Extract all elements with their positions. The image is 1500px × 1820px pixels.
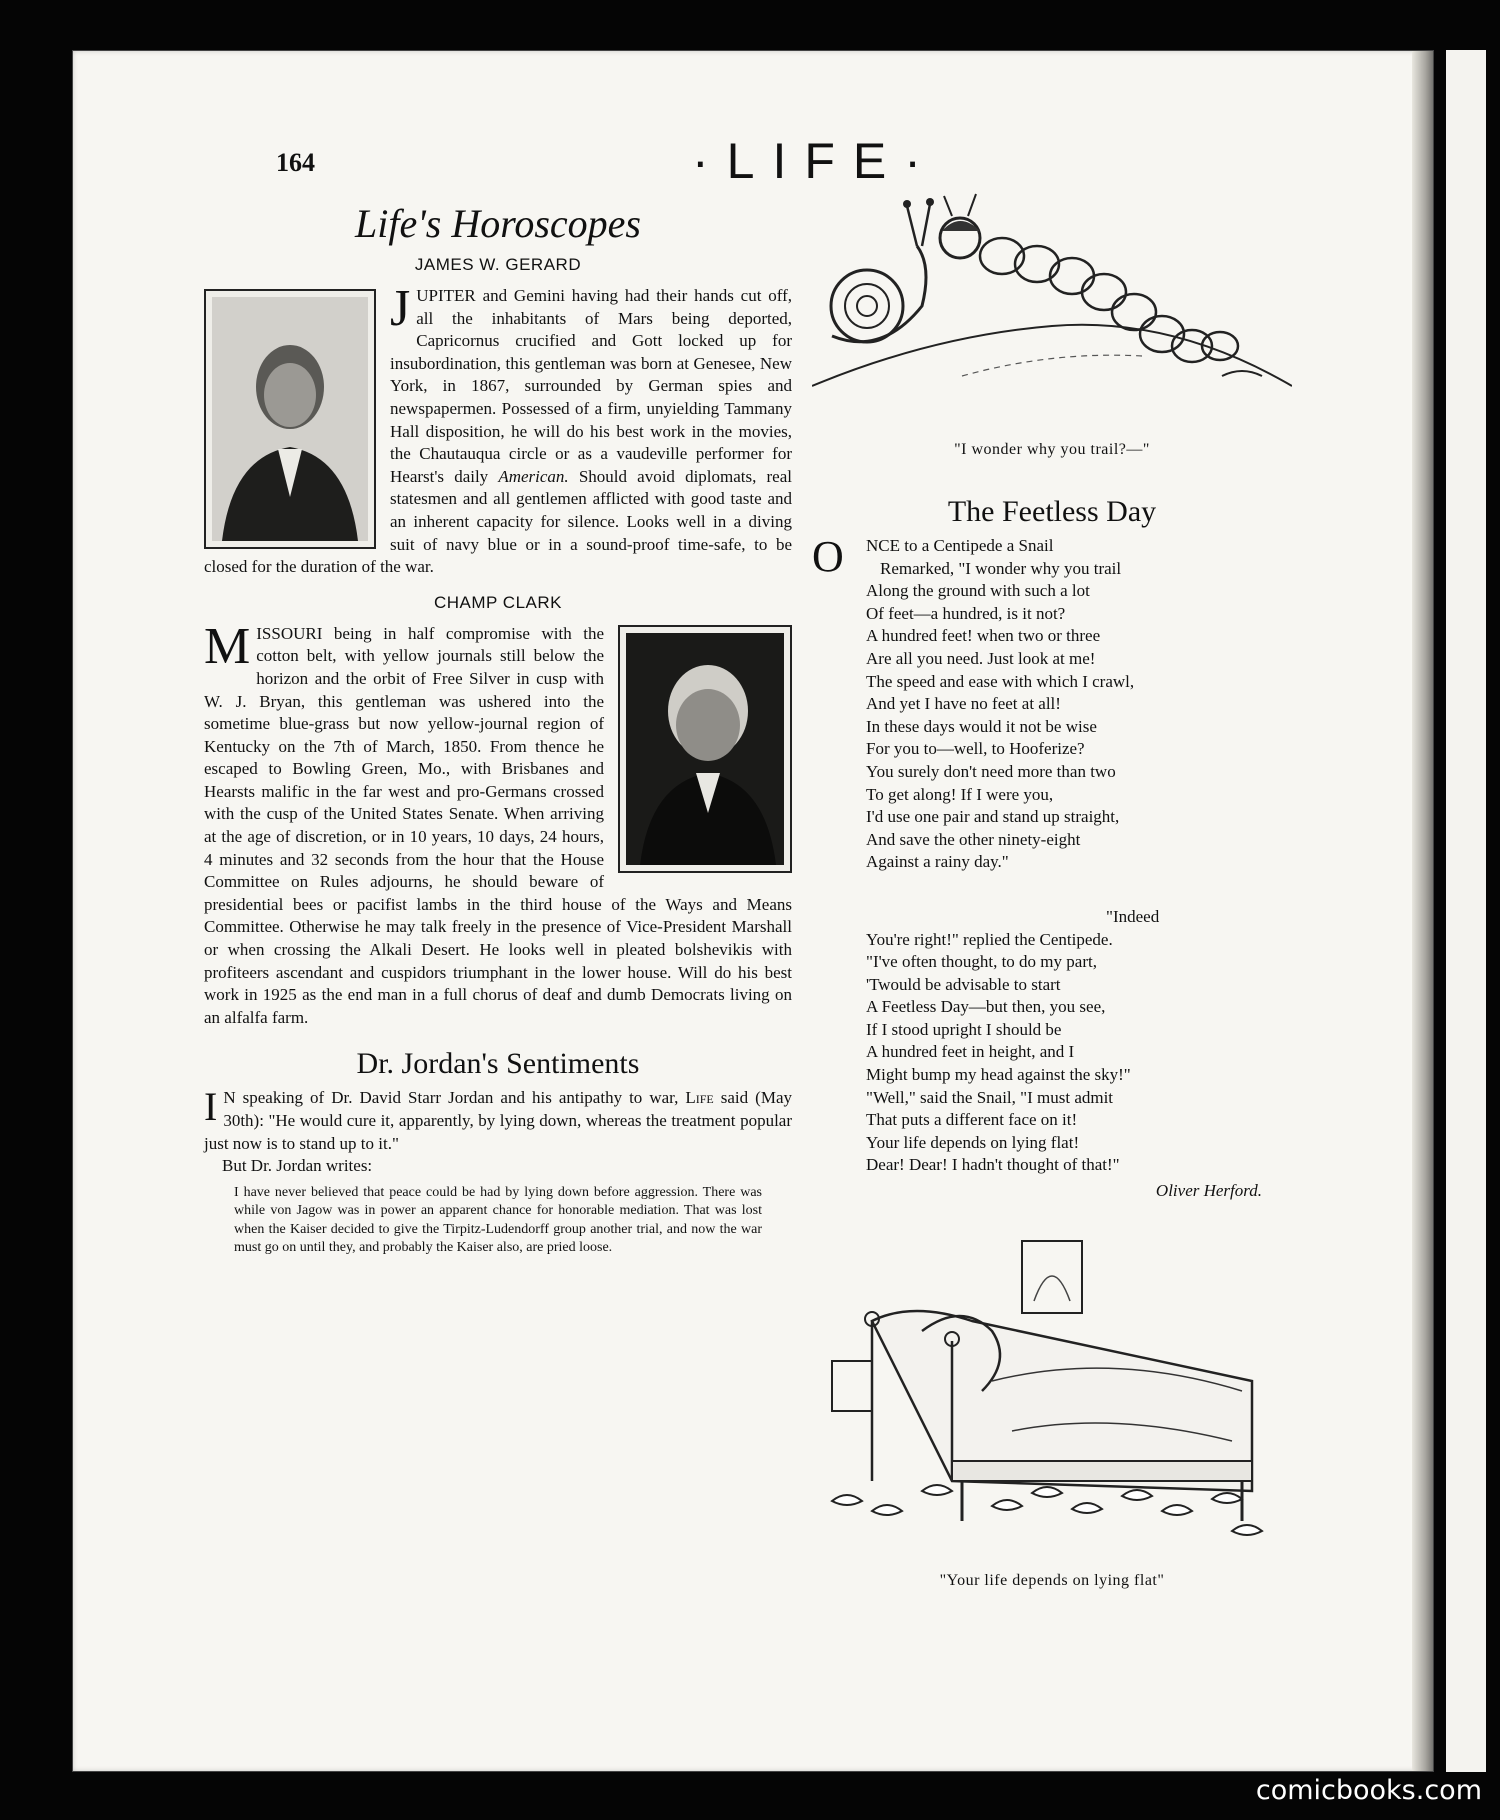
poem-line: For you to—well, to Hooferize? xyxy=(866,739,1085,759)
poem-line: The speed and ease with which I crawl, xyxy=(866,671,1135,691)
poem-line: Remarked, "I wonder why you trail xyxy=(880,558,1122,578)
jordan-title: Dr. Jordan's Sentiments xyxy=(356,1047,640,1081)
left-column xyxy=(204,150,792,1257)
poem-line: 'Twould be advisable to start xyxy=(866,974,1061,994)
snail-centipede-cartoon xyxy=(812,186,1292,426)
poem-line: "Indeed xyxy=(1106,906,1160,926)
masthead: ·LIFE· xyxy=(692,133,939,189)
next-page-edge xyxy=(1446,50,1486,1772)
jordan-intro xyxy=(204,1084,792,1155)
clark-portrait xyxy=(618,625,792,873)
jordan-but: But Dr. Jordan writes: xyxy=(222,1156,373,1176)
poem-dropcap: O xyxy=(812,532,844,581)
gerard-portrait-image xyxy=(212,297,368,541)
watermark: comicbooks.com xyxy=(1255,1775,1482,1806)
poem-line: Along the ground with such a lot xyxy=(866,581,1090,601)
poem-line: To get along! If I were you, xyxy=(866,784,1054,804)
poem-line: A Feetless Day—but then, you see, xyxy=(866,997,1106,1017)
poem-line: And save the other ninety-eight xyxy=(866,829,1081,849)
gerard-text-a: UPITER and Gemini having had their hands cut off, all the inhabitants of Mars being deported, Capricornus crucified and Gott locked up for insubordination, this gentleman was born at Genesee, New York, in 1867, surrounded by German spies and newspapermen. Possessed of a firm, unyielding Tammany Hall disposition, he will do his best work in the movies, the Chautauqua circle or as a vaudeville performer for Hearst's daily xyxy=(390,286,792,486)
poem-stanza-1 xyxy=(812,532,1292,874)
clark-portrait-image xyxy=(626,633,784,865)
poem-line: Your life depends on lying flat! xyxy=(866,1132,1080,1152)
poem-line: I'd use one pair and stand up straight, xyxy=(866,807,1120,827)
jordan-intro-a: N speaking of Dr. David Starr Jordan and his antipathy to war, xyxy=(223,1088,686,1108)
gerard-text-b: Should avoid diplomats, real statesmen and all gentlemen afflicted with good taste and an inherent capacity for silence. Looks well in a diving suit of navy blue or in a sound-proof time-safe, to be closed for the duration of the war. xyxy=(204,466,792,577)
poem-line: Dear! Dear! I hadn't thought of that!" xyxy=(866,1155,1120,1175)
page-spine-shadow xyxy=(1412,50,1434,1772)
poem-author: Oliver Herford. xyxy=(1155,1181,1262,1201)
top-cartoon-caption: "I wonder why you trail?—" xyxy=(954,441,1150,458)
poem-line: "Well," said the Snail, "I must admit xyxy=(866,1087,1114,1107)
clark-text-body: ISSOURI being in half compromise with the cotton belt, with yellow journals still below the horizon and the orbit of Free Silver in cusp with W. J. Bryan, this gentleman was ushered into the sometime blue-grass but now yellow-journal region of Kentucky on the 7th of March, 1850. From thence he escaped to Bowling Green, Mo., with Brisbanes and Hearsts malific in the far west and pro-Germans crossed with the cusp of the United States Senate. When arriving at the age of discretion, or in 10 years, 10 days, 24 hours, 4 minutes and 32 seconds from the hour that the House Committee on Rules adjourns, he should beware of presidential bees or pacifist lambs in the third house of the Ways and Means Committee. Otherwise he may talk freely in the presence of Vice-President Marshall or when crossing the Alkali Desert. He looks well in pleated bolshevikis with profiteers ascendant and cuspidors triumphant in the lower house. Will do his best work in 1925 as the end man in a full chorus of deaf and dumb Democrats living on an alfalfa farm. xyxy=(204,623,792,1027)
poem-line: Might bump my head against the sky!" xyxy=(866,1065,1131,1085)
bottom-cartoon-caption: "Your life depends on lying flat" xyxy=(939,1572,1165,1590)
poem-line: In these days would it not be wise xyxy=(866,716,1097,736)
poem-line: If I stood upright I should be xyxy=(866,1019,1062,1039)
centipede-in-bed-cartoon xyxy=(812,1231,1292,1561)
gerard-heading: JAMES W. GERARD xyxy=(414,255,582,274)
poem-line: You're right!" replied the Centipede. xyxy=(866,929,1113,949)
right-column xyxy=(812,150,1292,1590)
clark-heading: CHAMP CLARK xyxy=(434,592,562,612)
gerard-text-italic: American. xyxy=(498,466,569,486)
poem-line: Are all you need. Just look at me! xyxy=(866,648,1096,668)
jordan-intro-b: said (May 30th): "He would cure it, apparently, by lying down, whereas the treatment popular just now is to stand up to it." xyxy=(204,1088,792,1153)
gerard-dropcap: J xyxy=(390,280,411,337)
poem-line: Of feet—a hundred, is it not? xyxy=(866,603,1066,623)
poem-line: NCE to a Centipede a Snail xyxy=(866,536,1054,555)
horoscopes-title: Life's Horoscopes xyxy=(355,201,641,246)
poem-line: You surely don't need more than two xyxy=(866,761,1116,781)
clark-dropcap: M xyxy=(204,617,251,675)
poem-line: "I've often thought, to do my part, xyxy=(866,952,1097,972)
jordan-quote: I have never believed that peace could be had by lying down before aggression. There was while von Jagow was in power an apparent chance for honorable mediation. That was lost when the Kaiser decided to give the Tirpitz-Ludendorff group another trial, and now the war must go on until they, and probably the Kaiser also, are pried loose. xyxy=(234,1184,762,1255)
gerard-portrait xyxy=(204,289,376,549)
page-number: 164 xyxy=(276,148,315,177)
jordan-intro-life: Life xyxy=(685,1088,714,1108)
poem-line: And yet I have no feet at all! xyxy=(866,694,1061,714)
poem-line: Against a rainy day." xyxy=(866,852,1009,872)
poem-title: The Feetless Day xyxy=(947,495,1157,528)
poem-stanza-2 xyxy=(812,906,1292,1177)
jordan-dropcap: I xyxy=(204,1084,218,1130)
poem-line: That puts a different face on it! xyxy=(866,1110,1078,1130)
poem-line: A hundred feet! when two or three xyxy=(866,626,1101,646)
poem-line: A hundred feet in height, and I xyxy=(866,1042,1075,1062)
